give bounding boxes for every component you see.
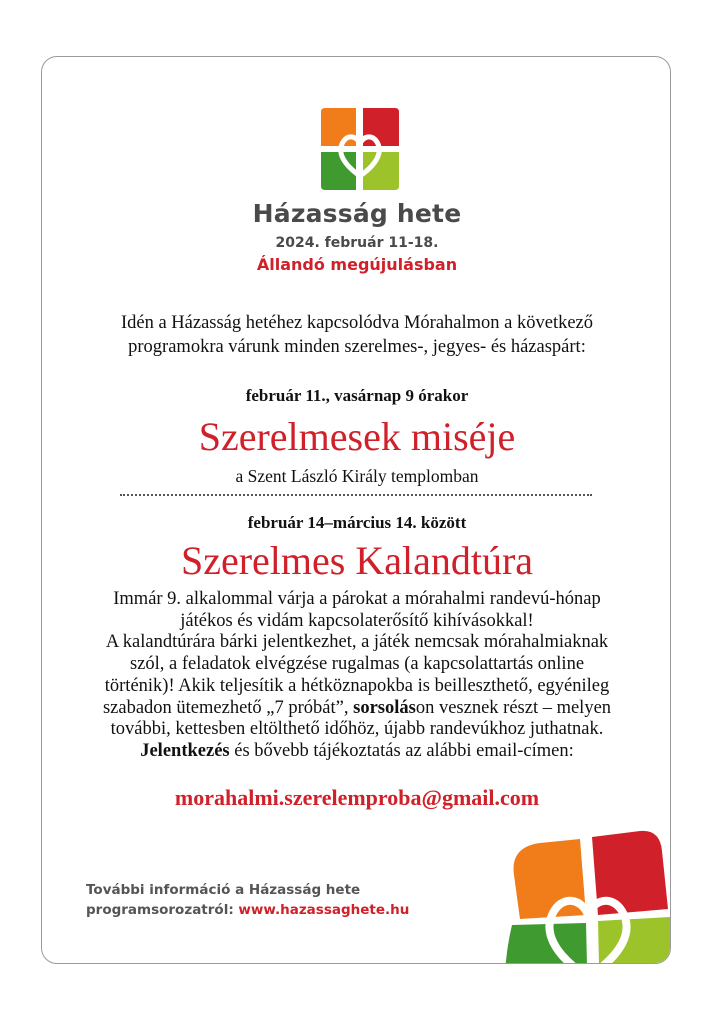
brand-date: 2024. február 11-18. <box>275 235 439 251</box>
brand-title: Házasság hete <box>252 199 462 228</box>
marriage-week-heart-logo-icon <box>462 827 671 964</box>
event2-date: február 14–március 14. között <box>247 513 467 532</box>
description-line <box>50 698 664 720</box>
event2-title: Szerelmes Kalandtúra <box>180 538 534 583</box>
footer-info <box>86 880 409 920</box>
dotted-divider <box>120 494 592 496</box>
description-text: on vesznek részt – melyen <box>415 697 612 718</box>
intro-line: Idén a Házasság hetéhez kapcsolódva Mórahalmon a következő <box>120 313 594 333</box>
event1-date: február 11., vasárnap 9 órakor <box>245 386 469 405</box>
event1-place: a Szent László Király templomban <box>235 466 479 486</box>
description-text: és bővebb tájékoztatás az alábbi email-címen: <box>229 740 574 761</box>
description-line: Immár 9. alkalommal várja a párokat a mórahalmi randevú-hónap <box>113 589 601 609</box>
description-line <box>50 741 664 763</box>
event2-description <box>50 589 664 763</box>
raffle-word: sorsolás <box>353 697 416 718</box>
description-line: A kalandtúrára bárki jelentkezhet, a játék nemcsak mórahalmiaknak <box>105 632 609 653</box>
footer-line: További információ a Házasság hete <box>86 882 361 898</box>
intro-line: programokra várunk minden szerelmes-, jegyes- és házaspárt: <box>128 337 586 357</box>
registration-word: Jelentkezés <box>140 740 230 761</box>
footer-line <box>86 900 409 920</box>
contact-email-link[interactable]: morahalmi.szerelemproba@gmail.com <box>174 785 540 810</box>
description-line: játékos és vidám kapcsolaterősítő kihívásokkal! <box>180 610 534 631</box>
intro-text <box>62 311 652 359</box>
poster-card <box>41 56 671 964</box>
website-link[interactable]: www.hazassaghete.hu <box>238 902 410 918</box>
footer-text: programsorozatról: <box>86 902 239 918</box>
description-line: további, kettesben eltölthető időhöz, újabb randevúkhoz juthatnak. <box>110 719 604 740</box>
description-text: szabadon ütemezhető „7 próbát”, <box>102 697 354 718</box>
marriage-week-logo-icon <box>315 104 405 194</box>
description-line: szól, a feladatok elvégzése rugalmas (a kapcsolattartás online <box>129 654 585 675</box>
description-line: történik)! Akik teljesítik a hétköznapokba is beilleszthető, egyénileg <box>104 675 610 696</box>
event1-title: Szerelmesek miséje <box>198 414 516 459</box>
brand-slogan: Állandó megújulásban <box>256 255 458 274</box>
